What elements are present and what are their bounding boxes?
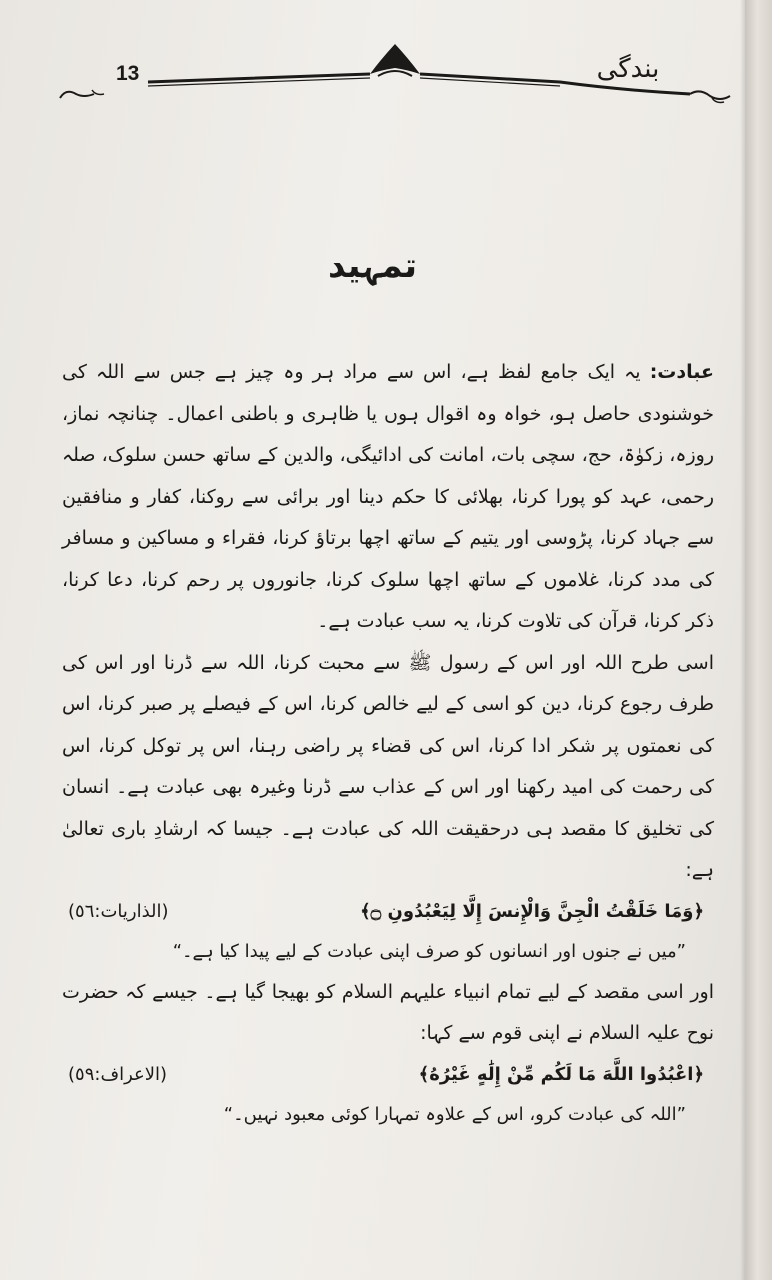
chapter-title: تمہید xyxy=(327,246,417,286)
verse-reference: (الذاریات:٥٦) xyxy=(68,900,169,922)
verse-translation: ”میں نے جنوں اور انسانوں کو صرف اپنی عبادت کے لیے پیدا کیا ہے۔“ xyxy=(172,940,686,962)
verse-arabic: ﴿وَمَا خَلَقْتُ الْجِنَّ وَالْإِنسَ إِلَّا لِيَعْبُدُونِ ۝﴾ xyxy=(360,900,704,922)
quran-verse xyxy=(62,892,714,932)
paragraph: اور اسی مقصد کے لیے تمام انبیاء علیہم السلام کو بھیجا گیا ہے۔ جیسے کہ حضرت نوح علیہ السلام نے اپنی قوم سے کہا: xyxy=(62,980,714,1044)
book-edge xyxy=(745,0,772,1280)
running-title: بندگی xyxy=(596,54,660,84)
paragraph-text: یہ ایک جامع لفظ ہے، اس سے مراد ہر وہ چیز ہے جس سے اللہ کی خوشنودی حاصل ہو، خواہ وہ اقوال ہوں یا ظاہری و باطنی اعمال۔ چنانچہ نماز، روزہ، زکوٰۃ، حج، سچی بات، امانت کی ادائیگی، والدین کے ساتھ حسن سلوک، صلہ رحمی، عہد کو پورا کرنا، بھلائی کا حکم دینا اور برائی سے روکنا، کفار و منافقین سے جہاد کرنا، پڑوسی اور یتیم کے ساتھ اچھا برتاؤ کرنا، فقراء و مساکین و مسافر کی مدد کرنا، غلاموں کے ساتھ اچھا سلوک کرنا، جانوروں پر رحم کرنا، دعا کرنا، ذکر کرنا، قرآن کی تلاوت کرنا، یہ سب عبادت ہے۔ xyxy=(62,361,714,632)
body-text xyxy=(62,352,714,1135)
verse-reference: (الاعراف:٥٩) xyxy=(68,1063,168,1085)
page-number: 13 xyxy=(116,62,140,85)
lead-term: عبادت: xyxy=(649,361,714,383)
quran-verse xyxy=(62,1055,714,1095)
paragraph: اسی طرح اللہ اور اس کے رسول ﷺ سے محبت کرنا، اللہ سے ڈرنا اور اس کی طرف رجوع کرنا، دین کو اسی کے لیے خالص کرنا، اس کے فیصلے پر صبر کرنا، اس کی نعمتوں پر شکر ادا کرنا، اس کی قضاء پر راضی رہنا، اس پر توکل کرنا، اس کی رحمت کی امید رکھنا اور اس کے عذاب سے ڈرنا وغیرہ بھی عبادت ہے۔ انسان کی تخلیق کا مقصد ہی درحقیقت اللہ کی عبادت ہے۔ جیسا کہ ارشادِ باری تعالیٰ ہے: xyxy=(62,651,714,881)
verse-translation: ”اللہ کی عبادت کرو، اس کے علاوہ تمہارا کوئی معبود نہیں۔“ xyxy=(223,1103,686,1125)
paragraph xyxy=(62,352,714,643)
verse-arabic: ﴿اعْبُدُوا اللَّهَ مَا لَكُم مِّنْ إِلَٰهٍ غَيْرُهُ﴾ xyxy=(418,1063,704,1085)
